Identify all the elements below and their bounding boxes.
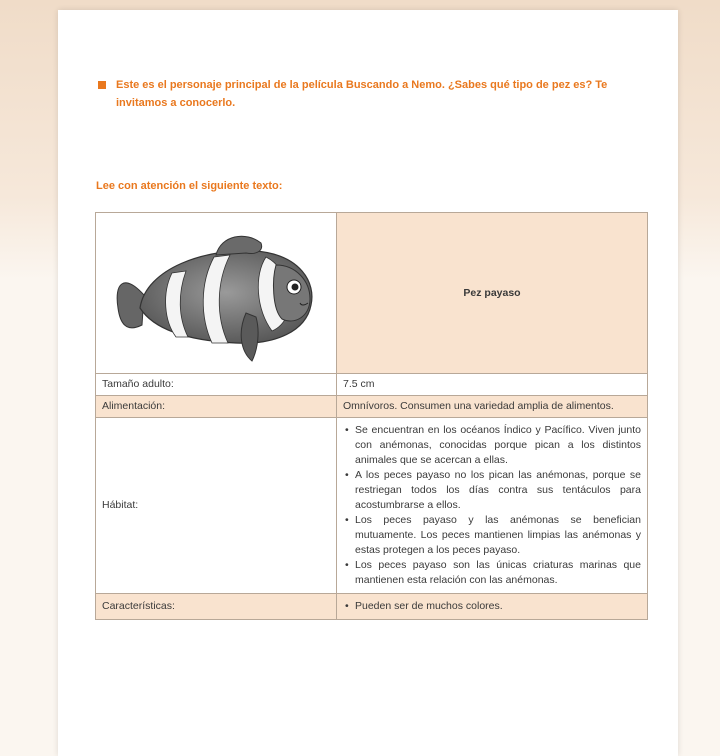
habitat-label: Hábitat: [96,418,337,594]
habitat-value [337,418,648,594]
list-item: • A los peces payaso no los pican las anémonas, porque se restriegan todos los días contra sus tentáculos para acostumbrarse a ellos. [343,468,641,513]
traits-list [343,597,641,616]
bullet-square-icon [98,81,106,89]
table-row [96,213,648,374]
list-item: • Se encuentran en los océanos Índico y Pacífico. Viven junto con anémonas, conocidas porque pican a los distintos animales que se acercan a ellas. [343,423,641,468]
worksheet-page [58,10,678,756]
table-row [96,594,648,620]
intro-paragraph [98,76,658,112]
traits-value [337,594,648,620]
fish-info-table [95,212,648,620]
food-value: Omnívoros. Consumen una variedad amplia de alimentos. [337,396,648,418]
food-label: Alimentación: [96,396,337,418]
habitat-list [343,421,641,590]
fish-name-cell: Pez payaso [337,213,648,374]
size-label: Tamaño adulto: [96,374,337,396]
list-item: • Los peces payaso y las anémonas se benefician mutuamente. Los peces mantienen limpias las anémonas y estas protegen a los peces payaso. [343,513,641,558]
intro-text: Este es el personaje principal de la película Buscando a Nemo. ¿Sabes qué tipo de pez es? Te invitamos a conocerlo. [116,79,608,109]
traits-label: Características: [96,594,337,620]
fish-image-cell [96,213,337,374]
size-value: 7.5 cm [337,374,648,396]
list-item: • Los peces payaso son las únicas criaturas marinas que mantienen esta relación con las anémonas. [343,558,641,588]
clownfish-illustration-icon [96,213,336,373]
reading-instruction: Lee con atención el siguiente texto: [96,180,283,192]
table-row [96,396,648,418]
table-row [96,418,648,594]
table-row [96,374,648,396]
list-item: • Pueden ser de muchos colores. [343,599,641,614]
